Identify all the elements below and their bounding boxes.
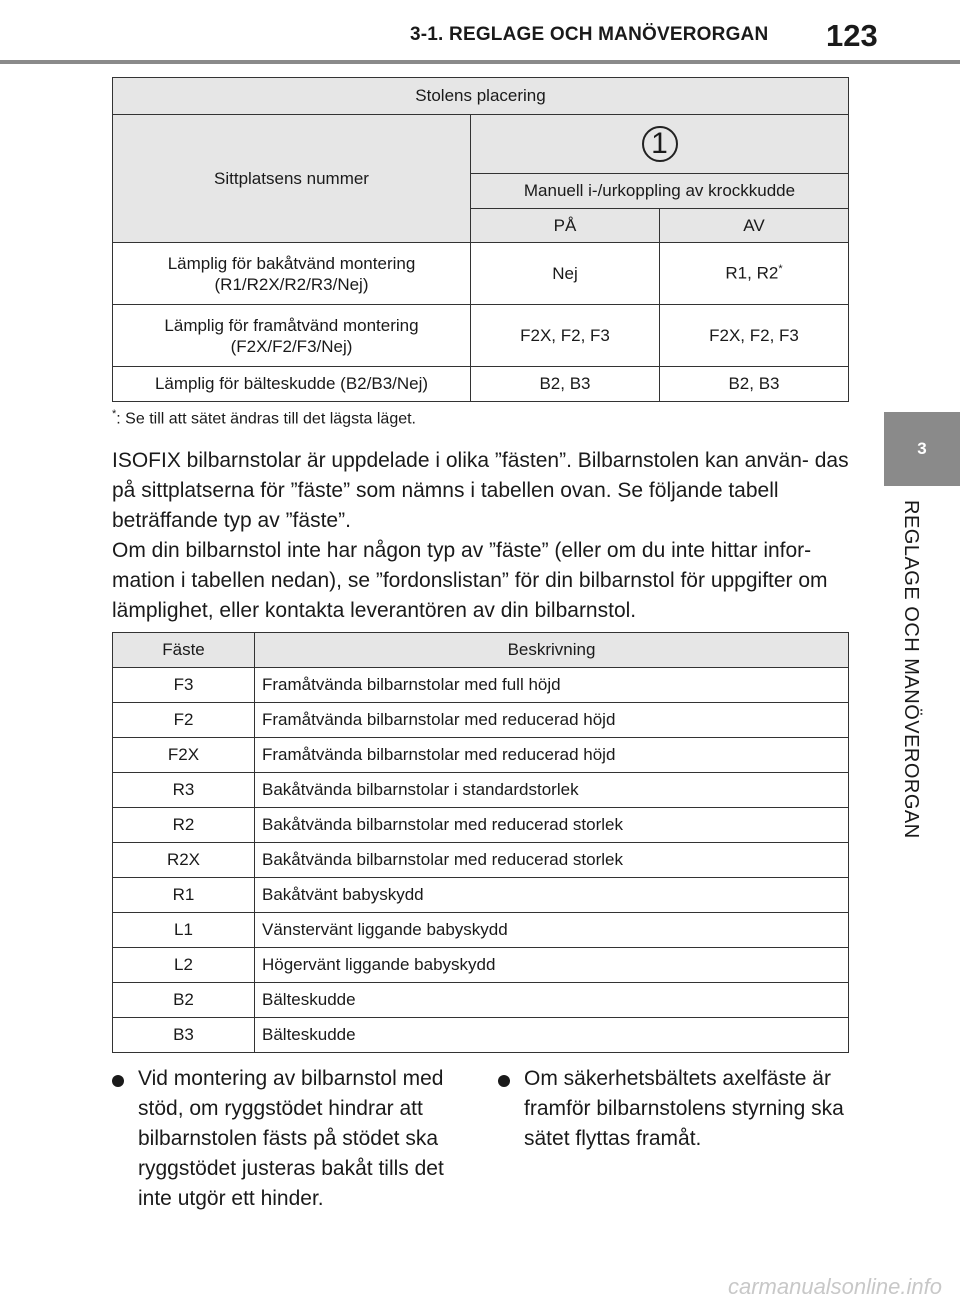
table-row bbox=[113, 808, 849, 843]
seat-number-cell bbox=[471, 115, 849, 174]
fixture-code: L1 bbox=[113, 913, 255, 948]
seat-number-circle: 1 bbox=[642, 126, 678, 162]
table-row bbox=[113, 668, 849, 703]
footnote-text: : Se till att sätet ändras till det lägsta läget. bbox=[116, 410, 416, 428]
fixture-code: F2 bbox=[113, 703, 255, 738]
fixture-code: R1 bbox=[113, 878, 255, 913]
row-off-value bbox=[660, 243, 849, 305]
fixture-code: R2X bbox=[113, 843, 255, 878]
list-item bbox=[112, 1064, 462, 1214]
header-divider bbox=[0, 60, 960, 64]
fixture-description: Vänstervänt liggande babyskydd bbox=[255, 913, 849, 948]
bullet-icon bbox=[498, 1075, 510, 1087]
table-row bbox=[113, 878, 849, 913]
footnote bbox=[112, 408, 416, 428]
seat-number-label: Sittplatsens nummer bbox=[113, 115, 471, 243]
fixture-description: Bakåtvänt babyskydd bbox=[255, 878, 849, 913]
chapter-tab-label: REGLAGE OCH MANÖVERORGAN bbox=[900, 500, 922, 839]
off-value-text: R1, R2 bbox=[725, 263, 779, 283]
row-on-value: Nej bbox=[471, 243, 660, 305]
row-label: Lämplig för framåtvänd montering (F2X/F2/F3/Nej) bbox=[113, 305, 471, 367]
fixture-description: Bälteskudde bbox=[255, 983, 849, 1018]
fixture-table bbox=[112, 632, 849, 1053]
table-row bbox=[113, 913, 849, 948]
table-row bbox=[113, 773, 849, 808]
table-row bbox=[113, 703, 849, 738]
fixture-code: R3 bbox=[113, 773, 255, 808]
table-row bbox=[113, 1018, 849, 1053]
fixture-description: Framåtvända bilbarnstolar med full höjd bbox=[255, 668, 849, 703]
fixture-description: Framåtvända bilbarnstolar med reducerad höjd bbox=[255, 738, 849, 773]
watermark: carmanualsonline.info bbox=[727, 1274, 942, 1299]
row-off-value: F2X, F2, F3 bbox=[660, 305, 849, 367]
paragraph: ISOFIX bilbarnstolar är uppdelade i olika ”fästen”. Bilbarnstolen kan använ- das på sittplatserna för ”fäste” som nämns i tabellen ovan. Se följande tabell beträffande typ av ”fäste”. bbox=[112, 449, 849, 532]
chapter-tab-number: 3 bbox=[884, 412, 960, 486]
body-text bbox=[112, 446, 852, 626]
fixture-code: B3 bbox=[113, 1018, 255, 1053]
bullet-text: Om säkerhetsbältets axelfäste är framför bilbarnstolens styrning ska sätet flyttas framåt. bbox=[524, 1067, 844, 1150]
table-row bbox=[113, 983, 849, 1018]
row-off-value: B2, B3 bbox=[660, 367, 849, 402]
fixture-code: L2 bbox=[113, 948, 255, 983]
footnote-mark: * bbox=[778, 263, 783, 276]
table-row bbox=[113, 738, 849, 773]
seat-placement-table bbox=[112, 77, 849, 402]
list-item bbox=[498, 1064, 848, 1154]
paragraph: Om din bilbarnstol inte har någon typ av ”fäste” (eller om du inte hittar infor- mation i tabellen nedan), se ”fordonslistan” för din bilbarnstol för uppgifter om lämplighet, eller kontakta leverantören av din bilbarnstol. bbox=[112, 539, 828, 622]
fixture-description: Högervänt liggande babyskydd bbox=[255, 948, 849, 983]
fixture-description: Bälteskudde bbox=[255, 1018, 849, 1053]
table-row bbox=[113, 948, 849, 983]
row-on-value: F2X, F2, F3 bbox=[471, 305, 660, 367]
fixture-code: B2 bbox=[113, 983, 255, 1018]
bullet-column-right bbox=[498, 1064, 848, 1154]
page-number: 123 bbox=[826, 18, 878, 53]
bullet-text: Vid montering av bilbarnstol med stöd, om ryggstödet hindrar att bilbarnstolen fästs på stödet ska ryggstödet justeras bakåt tills det inte utgör ett hinder. bbox=[138, 1067, 444, 1210]
row-label: Lämplig för bakåtvänd montering (R1/R2X/R2/R3/Nej) bbox=[113, 243, 471, 305]
fixture-code: F3 bbox=[113, 668, 255, 703]
fixture-description: Bakåtvända bilbarnstolar med reducerad storlek bbox=[255, 843, 849, 878]
bullet-column-left bbox=[112, 1064, 462, 1214]
fixture-code: F2X bbox=[113, 738, 255, 773]
column-off: AV bbox=[660, 209, 849, 243]
seat-table-title: Stolens placering bbox=[113, 78, 849, 115]
row-on-value: B2, B3 bbox=[471, 367, 660, 402]
table-row bbox=[113, 843, 849, 878]
fixture-description: Bakåtvända bilbarnstolar i standardstorlek bbox=[255, 773, 849, 808]
fixture-code: R2 bbox=[113, 808, 255, 843]
section-title: 3-1. REGLAGE OCH MANÖVERORGAN bbox=[410, 24, 769, 45]
column-on: PÅ bbox=[471, 209, 660, 243]
bullet-icon bbox=[112, 1075, 124, 1087]
column-header-fixture: Fäste bbox=[113, 633, 255, 668]
column-header-description: Beskrivning bbox=[255, 633, 849, 668]
fixture-description: Bakåtvända bilbarnstolar med reducerad storlek bbox=[255, 808, 849, 843]
airbag-switch-label: Manuell i-/urkoppling av krockkudde bbox=[471, 174, 849, 209]
row-label: Lämplig för bälteskudde (B2/B3/Nej) bbox=[113, 367, 471, 402]
fixture-description: Framåtvända bilbarnstolar med reducerad höjd bbox=[255, 703, 849, 738]
footnote-mark: * bbox=[112, 408, 117, 420]
